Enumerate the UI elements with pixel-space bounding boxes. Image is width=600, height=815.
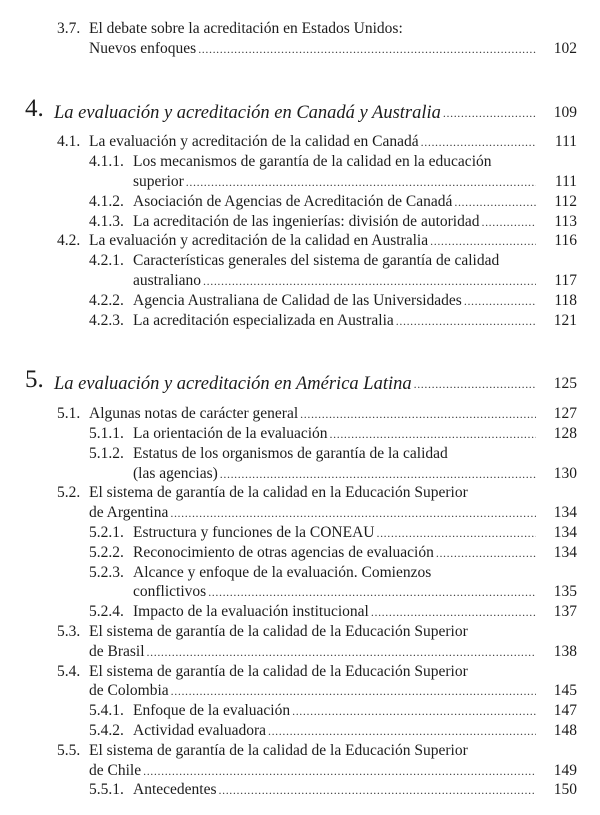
page-number: 111 bbox=[554, 133, 577, 151]
page-number: 102 bbox=[553, 39, 577, 57]
entry-number: 5.2.3. bbox=[89, 563, 124, 581]
entry-title: Antecedentes bbox=[133, 781, 217, 799]
dot-leader bbox=[171, 681, 536, 701]
dot-leader bbox=[143, 761, 536, 781]
page-number: 116 bbox=[554, 232, 577, 250]
entry-number: 5.5. bbox=[57, 741, 81, 759]
page-number: 118 bbox=[554, 291, 577, 309]
dot-leader bbox=[454, 192, 536, 212]
page-number: 121 bbox=[553, 311, 577, 329]
entry-number: 5.1.1. bbox=[89, 425, 124, 442]
entry-title: El sistema de garantía de la calidad de la Educación Superior bbox=[89, 662, 468, 680]
dot-leader bbox=[330, 424, 536, 444]
entry-number: 5.5.1. bbox=[89, 781, 124, 799]
page-number: 109 bbox=[553, 103, 577, 121]
entry-number: 4. bbox=[25, 94, 44, 122]
dot-leader bbox=[430, 231, 536, 251]
entry-title: de Colombia bbox=[89, 682, 169, 700]
entry-title: Enfoque de la evaluación bbox=[133, 702, 291, 720]
entry-title: El sistema de garantía de la calidad de la Educación Superior bbox=[89, 623, 468, 640]
entry-title: La evaluación y acreditación en Canadá y Australia bbox=[54, 102, 441, 123]
page-number: 147 bbox=[553, 702, 577, 720]
dot-leader bbox=[147, 642, 536, 662]
dot-leader bbox=[481, 212, 536, 232]
dot-leader bbox=[198, 39, 536, 59]
dot-leader bbox=[219, 780, 537, 800]
dot-leader bbox=[186, 172, 536, 192]
dot-leader bbox=[208, 582, 536, 602]
entry-title: Algunas notas de carácter general bbox=[89, 405, 299, 423]
entry-title: Estatus de los organismos de garantía de la calidad bbox=[133, 444, 448, 462]
entry-title: Nuevos enfoques bbox=[89, 39, 197, 57]
page-number: 134 bbox=[553, 524, 577, 541]
entry-title: Características generales del sistema de garantía de calidad bbox=[133, 252, 500, 270]
page-number: 134 bbox=[553, 504, 577, 522]
entry-number: 5.4.2. bbox=[89, 722, 124, 739]
entry-number: 3.7. bbox=[57, 20, 81, 37]
entry-number: 5.1. bbox=[57, 405, 81, 423]
page-number: 137 bbox=[553, 603, 577, 621]
entry-title: superior bbox=[133, 173, 184, 190]
entry-number: 5.2.1. bbox=[89, 524, 124, 541]
entry-number: 5.2. bbox=[57, 484, 81, 502]
dot-leader bbox=[170, 503, 536, 523]
entry-title: Alcance y enfoque de la evaluación. Comienzos bbox=[133, 563, 432, 581]
entry-number: 4.2.1. bbox=[89, 252, 124, 270]
entry-number: 5.1.2. bbox=[89, 444, 124, 462]
page-number: 134 bbox=[553, 543, 577, 561]
entry-number: 4.1.3. bbox=[89, 212, 124, 230]
entry-number: 4.1.2. bbox=[89, 192, 124, 210]
page-number: 130 bbox=[553, 464, 577, 482]
entry-title: Estructura y funciones de la CONEAU bbox=[133, 524, 375, 541]
page-number: 138 bbox=[553, 642, 577, 660]
dot-leader bbox=[421, 132, 536, 152]
dot-leader bbox=[443, 103, 536, 123]
entry-number: 4.2.3. bbox=[89, 311, 124, 329]
entry-title: conflictivos bbox=[133, 583, 207, 601]
dot-leader bbox=[436, 543, 536, 563]
entry-title: La acreditación especializada en Australia bbox=[133, 311, 394, 329]
dot-leader bbox=[220, 464, 536, 484]
dot-leader bbox=[268, 721, 536, 741]
entry-title: Actividad evaluadora bbox=[133, 722, 266, 739]
page-number: 111 bbox=[554, 173, 577, 190]
entry-number: 5.4. bbox=[57, 662, 81, 680]
entry-title: La orientación de la evaluación bbox=[133, 425, 328, 442]
dot-leader bbox=[300, 404, 536, 424]
page-number: 149 bbox=[553, 761, 577, 779]
entry-title: (las agencias) bbox=[133, 464, 218, 482]
dot-leader bbox=[376, 523, 536, 543]
entry-number: 5.4.1. bbox=[89, 702, 124, 720]
page-number: 125 bbox=[553, 375, 577, 393]
entry-title: Reconocimiento de otras agencias de evaluación bbox=[133, 543, 434, 561]
page-number: 112 bbox=[554, 192, 577, 210]
dot-leader bbox=[414, 374, 536, 394]
page-number: 135 bbox=[553, 583, 577, 601]
dot-leader bbox=[371, 602, 536, 622]
dot-leader bbox=[396, 311, 536, 331]
page-number: 113 bbox=[554, 212, 577, 230]
entry-number: 4.1. bbox=[57, 133, 81, 151]
entry-title: Impacto de la evaluación institucional bbox=[133, 603, 369, 621]
entry-number: 4.2.2. bbox=[89, 291, 124, 309]
entry-title: La evaluación y acreditación de la calidad en Canadá bbox=[89, 133, 419, 151]
entry-title: Los mecanismos de garantía de la calidad en la educación bbox=[133, 153, 492, 171]
entry-title: de Argentina bbox=[89, 504, 169, 522]
entry-title: australiano bbox=[133, 272, 202, 289]
dot-leader bbox=[464, 291, 536, 311]
entry-title: Agencia Australiana de Calidad de las Universidades bbox=[133, 291, 462, 309]
entry-title: El sistema de garantía de la calidad en la Educación Superior bbox=[89, 484, 468, 502]
dot-leader bbox=[203, 271, 536, 291]
entry-number: 4.1.1. bbox=[89, 153, 124, 171]
entry-title: La evaluación y acreditación de la calidad en Australia bbox=[89, 232, 429, 250]
page-number: 128 bbox=[553, 425, 577, 442]
entry-title: de Chile bbox=[89, 761, 142, 779]
page-number: 127 bbox=[553, 405, 577, 423]
entry-title: El sistema de garantía de la calidad de la Educación Superior bbox=[89, 741, 468, 759]
entry-title: La evaluación y acreditación en América Latina bbox=[54, 374, 412, 395]
page-number: 150 bbox=[553, 781, 577, 799]
entry-title: La acreditación de las ingenierías: división de autoridad bbox=[133, 212, 480, 230]
page-number: 145 bbox=[553, 682, 577, 700]
entry-number: 5.3. bbox=[57, 623, 81, 640]
entry-title: Asociación de Agencias de Acreditación de Canadá bbox=[133, 192, 453, 210]
entry-number: 4.2. bbox=[57, 232, 81, 250]
entry-number: 5.2.2. bbox=[89, 543, 124, 561]
page-number: 148 bbox=[553, 722, 577, 739]
entry-title: El debate sobre la acreditación en Estados Unidos: bbox=[89, 20, 403, 37]
entry-title: de Brasil bbox=[89, 642, 145, 660]
page-number: 117 bbox=[554, 272, 577, 289]
entry-number: 5.2.4. bbox=[89, 603, 124, 621]
dot-leader bbox=[292, 701, 536, 721]
entry-number: 5. bbox=[25, 366, 44, 394]
